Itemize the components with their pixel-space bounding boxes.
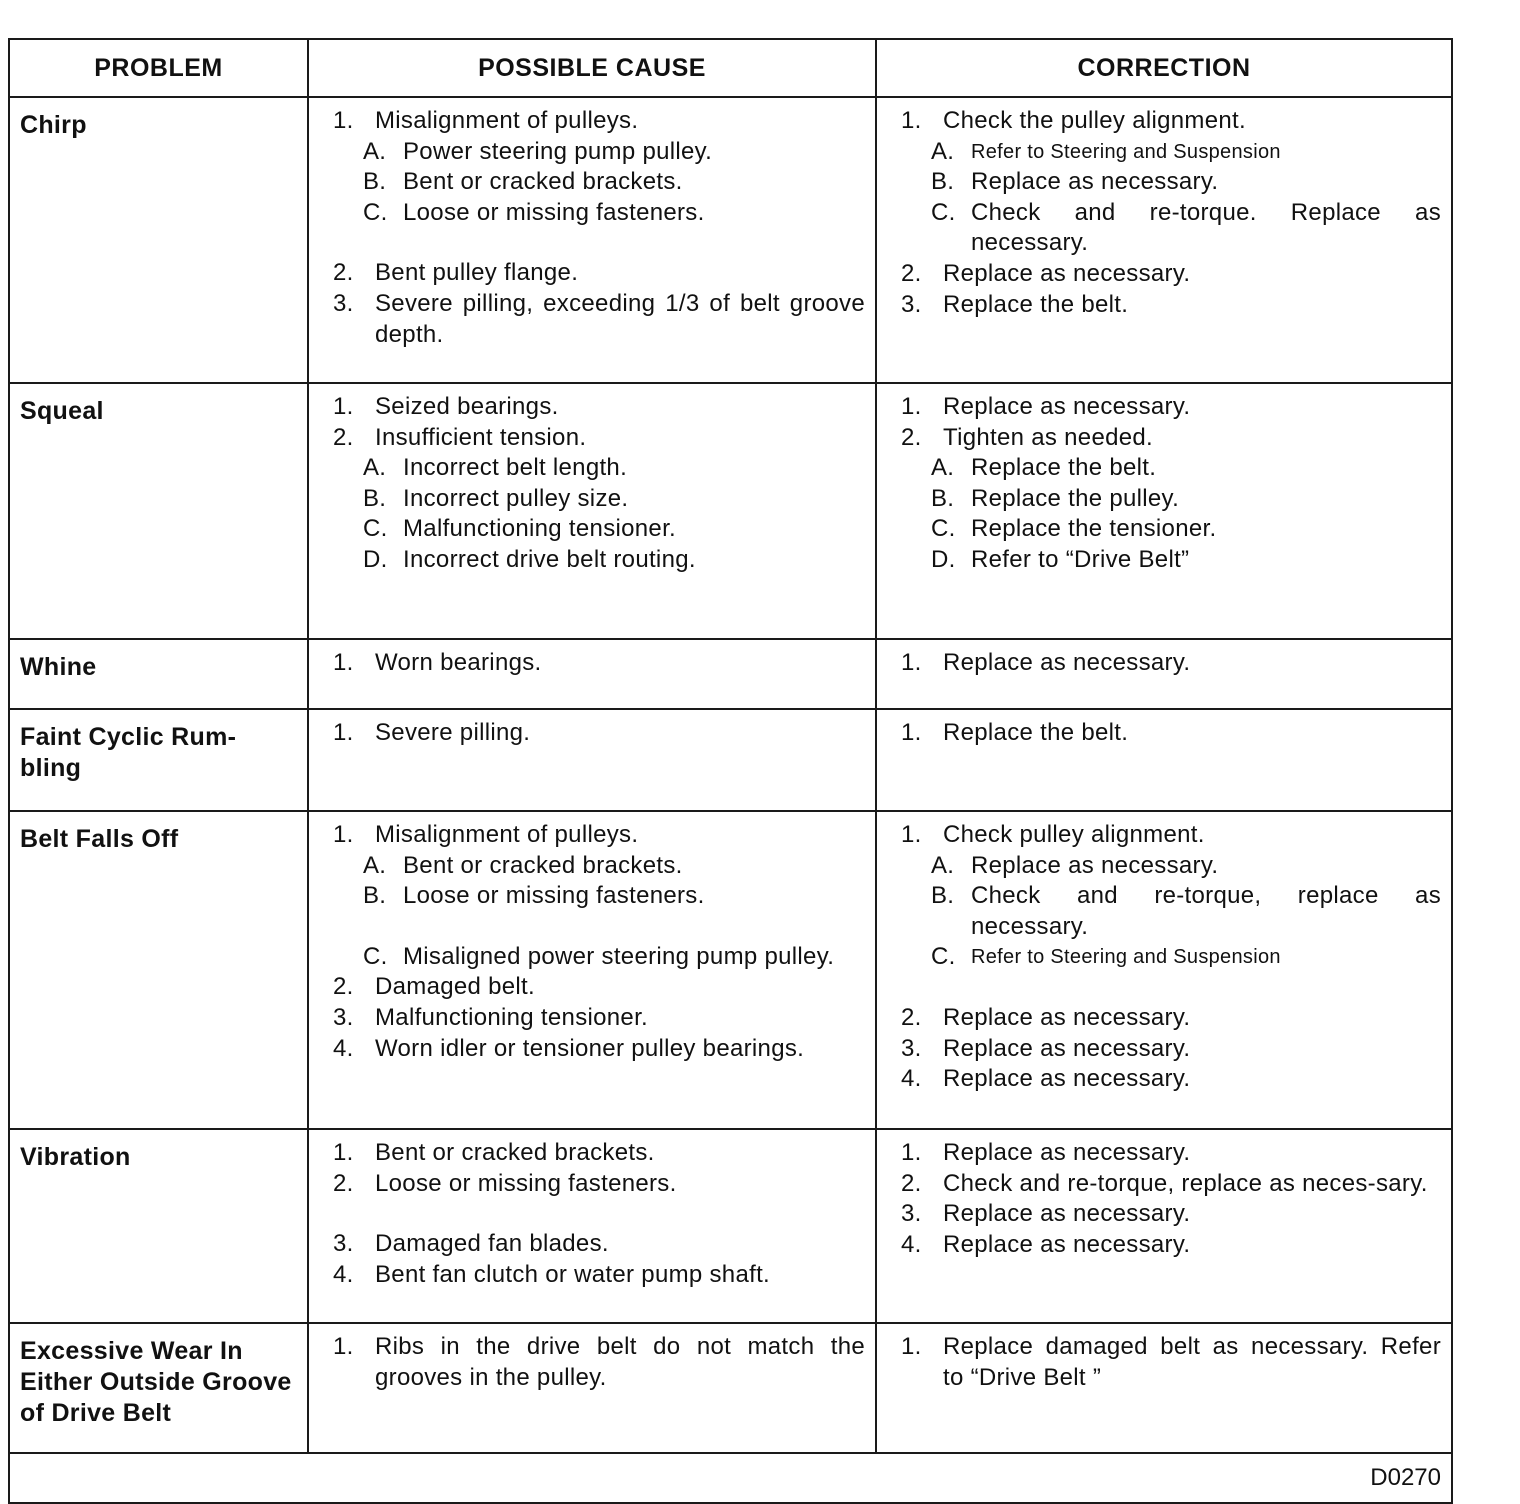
list-item: C. Replace the tensioner. — [931, 515, 1217, 543]
problem-cell: Excessive Wear In Either Outside Groove of Drive Belt — [9, 1323, 308, 1453]
header-problem: PROBLEM — [9, 39, 308, 97]
list-item: D. Incorrect drive belt routing. — [363, 545, 696, 573]
list-item: 1. Seized bearings. — [333, 393, 559, 420]
list-item: 1. Replace the belt. — [901, 719, 1129, 746]
correction-cell — [876, 1129, 1452, 1323]
list-item: 1. Misalignment of pulleys. — [333, 107, 639, 134]
correction-cell — [876, 811, 1452, 1129]
cause-cell — [308, 383, 876, 639]
list-item: 2. Loose or missing fasteners. — [333, 1169, 677, 1197]
cause-cell — [308, 811, 876, 1129]
problem-cell: Chirp — [9, 97, 308, 383]
list-item: 3. Severe pilling, exceeding 1/3 of belt groove depth. — [333, 289, 865, 348]
table-row — [9, 709, 1452, 811]
list-item: B. Bent or cracked brackets. — [363, 168, 683, 196]
table-row — [9, 811, 1452, 1129]
list-item: B. Loose or missing fasteners. — [363, 882, 705, 910]
header-correction: CORRECTION — [876, 39, 1452, 97]
list-item: 2. Replace as necessary. — [901, 1003, 1191, 1031]
list-item: 2. Check and re-torque, replace as neces-sary. — [901, 1169, 1428, 1197]
list-item: 1. Replace as necessary. — [901, 393, 1191, 420]
list-item: 1. Worn bearings. — [333, 649, 542, 676]
list-item: 2. Replace as necessary. — [901, 259, 1191, 287]
list-item: 1. Bent or cracked brackets. — [333, 1139, 655, 1166]
list-item: 4. Replace as necessary. — [901, 1065, 1191, 1093]
footer-row — [9, 1453, 1452, 1503]
table-row — [9, 639, 1452, 709]
list-item: 1. Check pulley alignment. — [901, 821, 1205, 848]
list-item: 3. Damaged fan blades. — [333, 1230, 609, 1258]
table-row — [9, 383, 1452, 639]
list-item: A. Replace as necessary. — [931, 851, 1219, 879]
correction-cell — [876, 709, 1452, 811]
list-item: 1. Check the pulley alignment. — [901, 107, 1246, 134]
list-item: A. Power steering pump pulley. — [363, 137, 713, 165]
list-item: C. Malfunctioning tensioner. — [363, 515, 676, 543]
list-item: 3. Malfunctioning tensioner. — [333, 1003, 648, 1031]
list-item: A. Incorrect belt length. — [363, 454, 628, 482]
list-item: C. Misaligned power steering pump pulley. — [363, 942, 835, 970]
header-row — [9, 39, 1452, 97]
list-item: C. Check and re-torque. Replace as necessary. — [931, 198, 1441, 257]
list-item: D. Refer to “Drive Belt” — [931, 545, 1190, 573]
problem-cell: Vibration — [9, 1129, 308, 1323]
list-item: 4. Worn idler or tensioner pulley bearings. — [333, 1034, 805, 1062]
list-item: 3. Replace the belt. — [901, 290, 1129, 318]
problem-cell: Whine — [9, 639, 308, 709]
table-row — [9, 1129, 1452, 1323]
problem-cell: Belt Falls Off — [9, 811, 308, 1129]
list-item: 4. Bent fan clutch or water pump shaft. — [333, 1260, 770, 1288]
table-row — [9, 97, 1452, 383]
list-item: 3. Replace as necessary. — [901, 1034, 1191, 1062]
figure-code: D0270 — [9, 1453, 1452, 1503]
list-item: A. Refer to Steering and Suspension — [931, 137, 1281, 165]
list-item: 1. Misalignment of pulleys. — [333, 821, 639, 848]
cause-cell — [308, 639, 876, 709]
list-item: C. Loose or missing fasteners. — [363, 198, 705, 226]
cause-cell — [308, 709, 876, 811]
list-item: 2. Bent pulley flange. — [333, 259, 579, 287]
list-item: A. Bent or cracked brackets. — [363, 851, 683, 879]
list-item: 1. Ribs in the drive belt do not match the grooves in the pulley. — [333, 1333, 865, 1391]
list-item: 1. Replace as necessary. — [901, 1139, 1191, 1166]
correction-cell — [876, 639, 1452, 709]
header-possible-cause: POSSIBLE CAUSE — [308, 39, 876, 97]
list-item: 1. Replace damaged belt as necessary. Refer to “Drive Belt ” — [901, 1333, 1441, 1391]
list-item: B. Check and re-torque, replace as necessary. — [931, 882, 1441, 940]
list-item: 1. Severe pilling. — [333, 719, 531, 746]
correction-cell — [876, 97, 1452, 383]
correction-cell — [876, 383, 1452, 639]
list-item: 1. Replace as necessary. — [901, 649, 1191, 676]
list-item: A. Replace the belt. — [931, 454, 1157, 482]
cause-cell — [308, 1323, 876, 1453]
list-item: C. Refer to Steering and Suspension — [931, 943, 1281, 971]
list-item: B. Incorrect pulley size. — [363, 484, 629, 512]
cause-cell — [308, 1129, 876, 1323]
list-item: 2. Insufficient tension. — [333, 423, 587, 451]
problem-cell: Squeal — [9, 383, 308, 639]
table-row — [9, 1323, 1452, 1453]
correction-cell — [876, 1323, 1452, 1453]
list-item: B. Replace as necessary. — [931, 168, 1219, 196]
list-item: B. Replace the pulley. — [931, 484, 1180, 512]
diagnosis-table — [8, 38, 1453, 1504]
cause-cell — [308, 97, 876, 383]
list-item: 2. Tighten as needed. — [901, 423, 1153, 451]
list-item: 2. Damaged belt. — [333, 973, 535, 1001]
list-item: 3. Replace as necessary. — [901, 1200, 1191, 1228]
list-item: 4. Replace as necessary. — [901, 1230, 1191, 1258]
problem-cell: Faint Cyclic Rum-bling — [9, 709, 308, 811]
